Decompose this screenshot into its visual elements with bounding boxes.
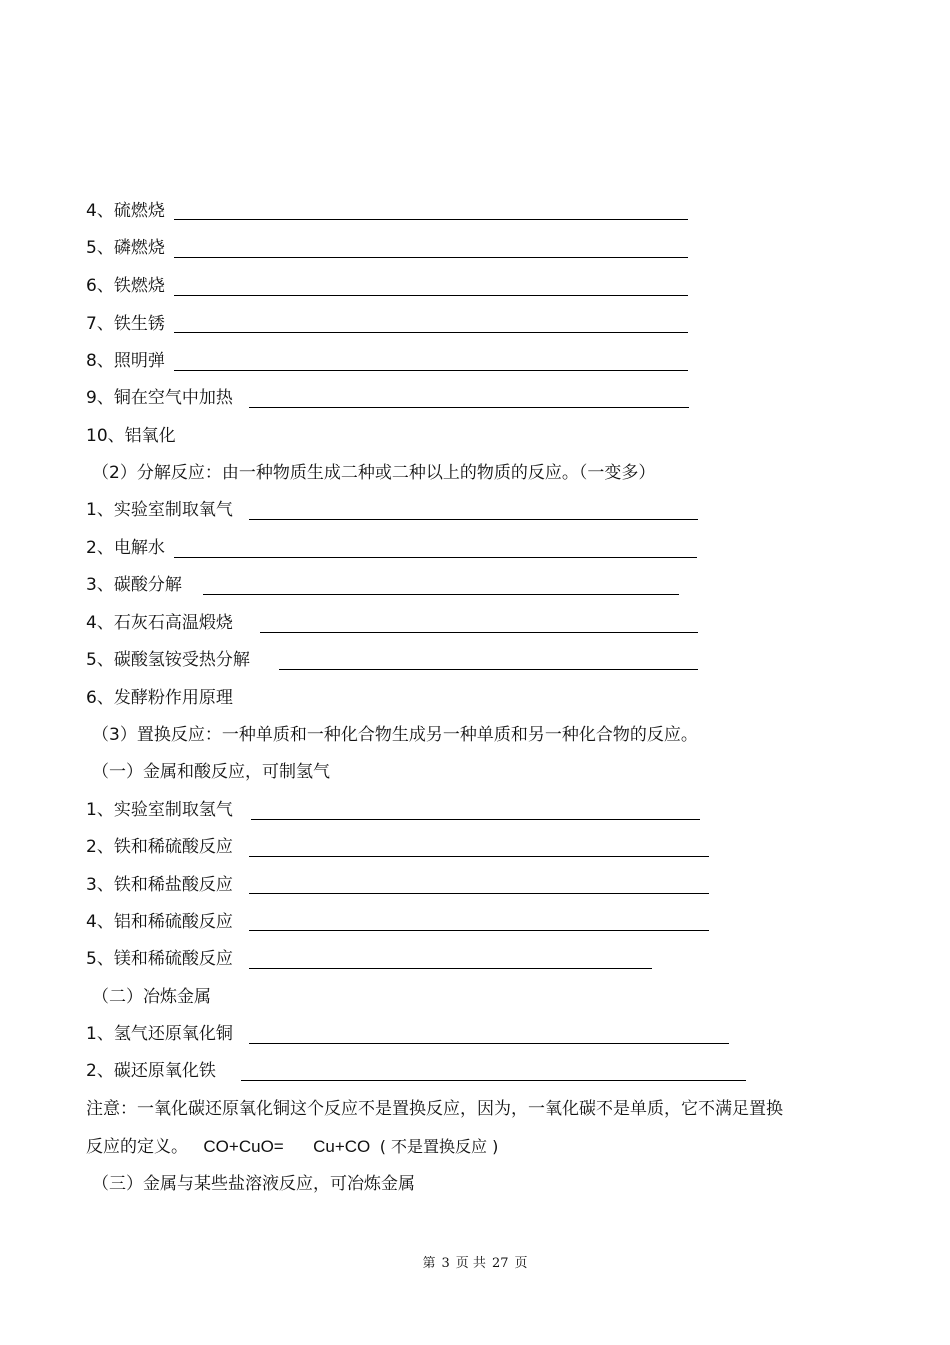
- subsection-metal-acid-heading: （一）金属和酸反应，可制氢气: [92, 762, 330, 782]
- item-iron-rust: [86, 313, 165, 335]
- item-number: 10、: [86, 426, 125, 446]
- footer-mid: 页 共: [455, 1256, 486, 1271]
- answer-blank: [279, 669, 698, 670]
- item-number: 5、: [86, 650, 114, 670]
- item-number: 3、: [86, 875, 114, 895]
- item-phosphorus-combustion: [86, 237, 165, 259]
- item-label: 铁和稀盐酸反应: [113, 875, 233, 895]
- answer-blank: [249, 930, 709, 931]
- item-number: 2、: [86, 837, 114, 857]
- item-hydrogen-copper-oxide: [86, 1023, 233, 1045]
- answer-blank: [174, 295, 688, 296]
- item-number: 6、: [86, 276, 114, 296]
- answer-blank: [174, 557, 697, 558]
- item-label: 铝氧化: [124, 426, 176, 446]
- note-text: 反应的定义。: [86, 1137, 188, 1157]
- item-number: 1、: [86, 800, 114, 820]
- item-label: 铜在空气中加热: [113, 388, 233, 408]
- item-ammonium-bicarbonate: [86, 649, 250, 671]
- answer-blank: [203, 594, 679, 595]
- note-line-1: 注意：一氧化碳还原氧化铜这个反应不是置换反应，因为，一氧化碳不是单质，它不满足置换: [86, 1099, 783, 1119]
- answer-blank: [249, 968, 652, 969]
- item-number: 6、: [86, 688, 114, 708]
- item-baking-powder: [86, 687, 233, 709]
- answer-blank: [249, 893, 709, 894]
- note-line-2: [86, 1136, 498, 1158]
- item-number: 2、: [86, 538, 114, 558]
- footer-page-number: 3: [441, 1256, 450, 1271]
- item-iron-hydrochloric: [86, 874, 233, 896]
- item-label: 铁和稀硫酸反应: [113, 837, 233, 857]
- item-number: 1、: [86, 500, 114, 520]
- item-carbonic-acid: [86, 574, 182, 596]
- item-number: 4、: [86, 201, 114, 221]
- item-electrolysis: [86, 537, 165, 559]
- footer-prefix: 第: [422, 1256, 436, 1271]
- page-footer: [0, 1252, 950, 1271]
- answer-blank: [241, 1080, 746, 1081]
- item-label: 照明弹: [113, 351, 165, 371]
- item-label: 碳酸氢铵受热分解: [113, 650, 250, 670]
- answer-blank: [251, 819, 700, 820]
- item-label: 碳酸分解: [113, 575, 182, 595]
- item-label: 发酵粉作用原理: [113, 688, 233, 708]
- item-label: 铁生锈: [113, 314, 165, 334]
- footer-suffix: 页: [514, 1256, 528, 1271]
- item-magnesium-sulfuric: [86, 948, 233, 970]
- formula-products: Cu+CO: [313, 1137, 371, 1156]
- item-number: 9、: [86, 388, 114, 408]
- decomposition-heading: （2）分解反应：由一种物质生成二种或二种以上的物质的反应。（一变多）: [92, 463, 656, 483]
- item-label: 实验室制取氢气: [113, 800, 233, 820]
- item-number: 1、: [86, 1024, 114, 1044]
- answer-blank: [174, 219, 688, 220]
- item-number: 8、: [86, 351, 114, 371]
- item-label: 实验室制取氧气: [113, 500, 233, 520]
- item-label: 硫燃烧: [113, 201, 165, 221]
- item-label: 铁燃烧: [113, 276, 165, 296]
- formula-reactants: CO+CuO=: [203, 1137, 284, 1156]
- answer-blank: [260, 632, 698, 633]
- item-number: 5、: [86, 238, 114, 258]
- item-flare: [86, 350, 165, 372]
- item-lab-oxygen: [86, 499, 233, 521]
- item-aluminum-sulfuric: [86, 911, 233, 933]
- item-label: 氢气还原氧化铜: [113, 1024, 233, 1044]
- answer-blank: [249, 856, 709, 857]
- formula-remark: ( 不是置换反应 ): [379, 1137, 499, 1156]
- item-number: 5、: [86, 949, 114, 969]
- item-lab-hydrogen: [86, 799, 233, 821]
- answer-blank: [249, 519, 698, 520]
- answer-blank: [174, 257, 688, 258]
- item-label: 铝和稀硫酸反应: [113, 912, 233, 932]
- item-number: 4、: [86, 613, 114, 633]
- item-copper-heating: [86, 387, 233, 409]
- subsection-smelting-heading: （二）冶炼金属: [92, 987, 211, 1007]
- item-iron-sulfuric: [86, 836, 233, 858]
- subsection-salt-solution-heading: （三）金属与某些盐溶液反应，可冶炼金属: [92, 1174, 415, 1194]
- item-number: 3、: [86, 575, 114, 595]
- item-label: 电解水: [113, 538, 165, 558]
- item-number: 7、: [86, 314, 114, 334]
- item-label: 碳还原氧化铁: [113, 1061, 216, 1081]
- answer-blank: [249, 1043, 729, 1044]
- item-label: 镁和稀硫酸反应: [113, 949, 233, 969]
- answer-blank: [249, 407, 689, 408]
- answer-blank: [174, 332, 688, 333]
- item-limestone: [86, 612, 233, 634]
- item-sulfur-combustion: [86, 200, 165, 222]
- footer-total-pages: 27: [491, 1256, 509, 1271]
- item-number: 2、: [86, 1061, 114, 1081]
- answer-blank: [174, 370, 688, 371]
- replacement-heading: （3）置换反应：一种单质和一种化合物生成另一种单质和另一种化合物的反应。: [92, 725, 698, 745]
- item-number: 4、: [86, 912, 114, 932]
- item-label: 磷燃烧: [113, 238, 165, 258]
- item-label: 石灰石高温煅烧: [113, 613, 233, 633]
- item-iron-combustion: [86, 275, 165, 297]
- item-carbon-iron-oxide: [86, 1060, 216, 1082]
- item-aluminum-oxidation: [86, 425, 176, 447]
